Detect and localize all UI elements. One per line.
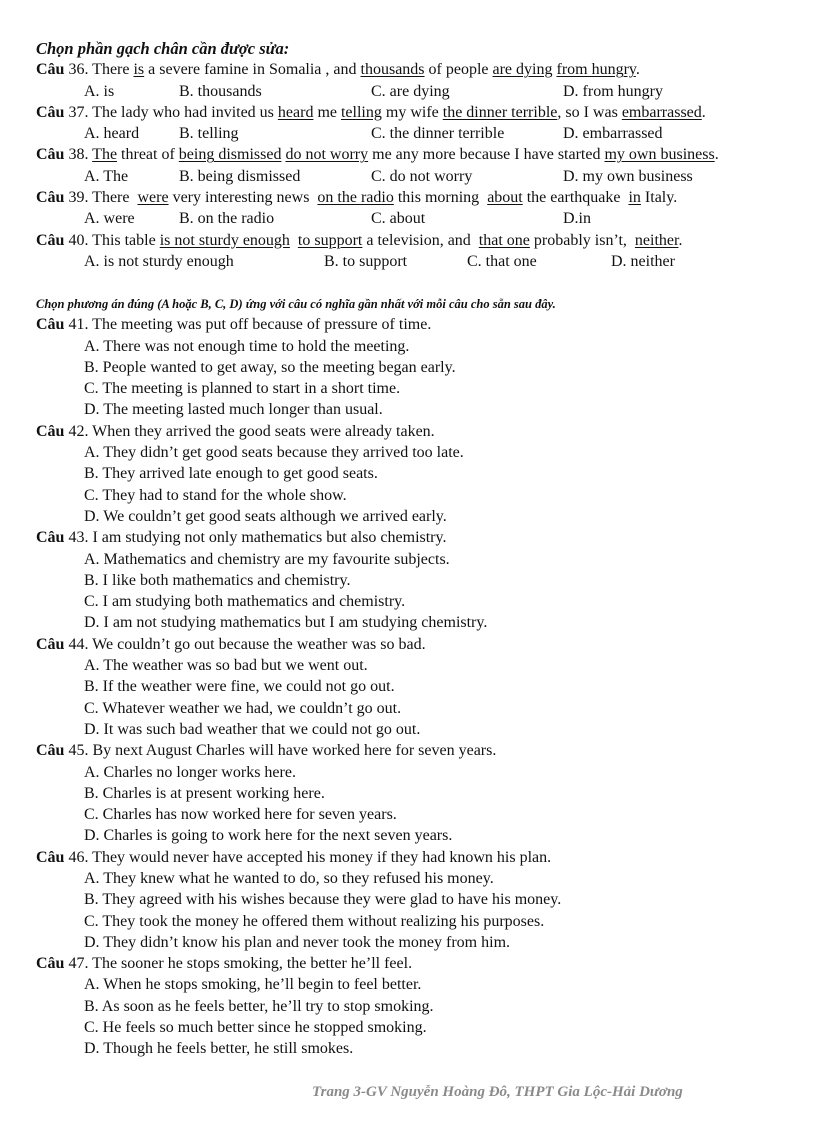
question-number: 41.	[68, 316, 89, 334]
underlined-segment: that one	[478, 231, 530, 249]
question-number: 47.	[68, 955, 89, 973]
text-segment: .	[701, 103, 706, 121]
option-a[interactable]: A. heard	[84, 125, 140, 143]
question-label: Câu	[36, 955, 65, 973]
question-stem	[36, 102, 796, 123]
section2-questions	[36, 314, 796, 1059]
underlined-segment: do not worry	[285, 146, 369, 164]
answer-option-c[interactable]: C. They had to stand for the whole show.	[84, 486, 347, 504]
answer-option-d[interactable]: D. We couldn’t get good seats although we arrived early.	[84, 507, 447, 525]
option-c[interactable]: C. about	[371, 210, 426, 228]
underlined-segment: embarrassed	[621, 103, 702, 121]
question-stem	[36, 230, 796, 251]
option-d[interactable]: D. neither	[611, 252, 675, 270]
text-segment: probably isn’t,	[529, 231, 635, 249]
answer-option-b[interactable]: B. They arrived late enough to get good seats.	[84, 465, 378, 483]
question-number: 43.	[68, 529, 89, 547]
question-number: 39.	[68, 189, 89, 207]
underlined-segment: The	[92, 146, 118, 164]
question-number: 37.	[68, 103, 89, 121]
text-segment	[290, 232, 298, 249]
question-stem	[36, 527, 796, 548]
option-b[interactable]: B. being dismissed	[179, 167, 301, 185]
question-label: Câu	[36, 189, 65, 207]
underlined-segment: thousands	[360, 61, 425, 79]
question-text: By next August Charles will have worked here for seven years.	[88, 742, 497, 760]
answer-option-c[interactable]: C. I am studying both mathematics and chemistry.	[84, 593, 406, 611]
question-stem	[36, 314, 796, 335]
answer-option-d[interactable]: D. Charles is going to work here for the next seven years.	[84, 827, 453, 845]
text-segment: The lady who had invited us	[88, 103, 278, 121]
answer-option-a[interactable]: A. They knew what he wanted to do, so they refused his money.	[84, 869, 494, 887]
answer-option-d[interactable]: D. They didn’t know his plan and never took the money from him.	[84, 933, 511, 951]
underlined-segment: were	[137, 189, 169, 207]
question-text: When they arrived the good seats were already taken.	[88, 422, 435, 440]
page-footer: Trang 3-GV Nguyễn Hoàng Đô, THPT Gia Lộc-Hải Dương	[312, 1084, 683, 1100]
question-label: Câu	[36, 61, 65, 79]
section2-title: Chọn phương án đúng (A hoặc B, C, D) ứng với câu có nghĩa gần nhất với mỗi câu cho sẵn sau đây.	[36, 297, 556, 312]
option-d[interactable]: D. from hungry	[563, 82, 663, 100]
text-segment: threat of	[117, 146, 179, 164]
answer-option-c[interactable]: C. He feels so much better since he stopped smoking.	[84, 1019, 427, 1037]
answer-option-a[interactable]: A. Charles no longer works here.	[84, 763, 296, 781]
text-segment: .	[678, 231, 683, 249]
question-stem	[36, 421, 796, 442]
answer-option-b[interactable]: B. People wanted to get away, so the meeting began early.	[84, 358, 456, 376]
answer-option-a[interactable]: A. The weather was so bad but we went out.	[84, 657, 368, 675]
option-b[interactable]: B. telling	[179, 125, 239, 143]
text-segment: .	[635, 61, 640, 79]
question-text: We couldn’t go out because the weather was so bad.	[88, 635, 426, 653]
options-row	[36, 166, 796, 187]
question-number: 42.	[68, 422, 89, 440]
question-label: Câu	[36, 848, 65, 866]
text-segment: very interesting news	[168, 189, 318, 207]
question-label: Câu	[36, 635, 65, 653]
answer-option-c[interactable]: C. They took the money he offered them without realizing his purposes.	[84, 912, 545, 930]
answer-option-a[interactable]: A. There was not enough time to hold the meeting.	[84, 337, 410, 355]
question-label: Câu	[36, 422, 65, 440]
question-number: 46.	[68, 848, 89, 866]
question-text: I am studying not only mathematics but also chemistry.	[88, 529, 447, 547]
underlined-segment: are dying	[492, 61, 553, 79]
answer-option-b[interactable]: B. If the weather were fine, we could not go out.	[84, 678, 395, 696]
section1-questions	[36, 59, 796, 272]
question-label: Câu	[36, 316, 65, 334]
text-segment: There	[88, 61, 134, 79]
text-segment: this morning	[393, 189, 488, 207]
answer-option-b[interactable]: B. I like both mathematics and chemistry.	[84, 571, 351, 589]
question-label: Câu	[36, 742, 65, 760]
option-a[interactable]: A. is	[84, 82, 115, 100]
underlined-segment: being dismissed	[178, 146, 282, 164]
option-a[interactable]: A. The	[84, 167, 129, 185]
underlined-segment: heard	[277, 103, 314, 121]
question-stem	[36, 187, 796, 208]
exam-page	[36, 38, 796, 1060]
question-text: The sooner he stops smoking, the better he’ll feel.	[88, 955, 413, 973]
option-b[interactable]: B. to support	[324, 252, 408, 270]
answer-option-d[interactable]: D. The meeting lasted much longer than usual.	[84, 401, 383, 419]
option-a[interactable]: A. were	[84, 210, 135, 228]
question-label: Câu	[36, 529, 65, 547]
text-segment: a television, and	[362, 231, 479, 249]
option-d[interactable]: D.in	[563, 210, 591, 228]
text-segment: , so I was	[557, 103, 622, 121]
question-number: 38.	[68, 146, 89, 164]
question-number: 36.	[68, 61, 89, 79]
answer-option-c[interactable]: C. The meeting is planned to start in a short time.	[84, 380, 401, 398]
underlined-segment: on the radio	[317, 189, 394, 207]
question-stem	[36, 144, 796, 165]
option-c[interactable]: C. are dying	[371, 82, 450, 100]
question-stem	[36, 59, 796, 80]
options-row	[36, 208, 796, 229]
answer-option-d[interactable]: D. Though he feels better, he still smokes.	[84, 1040, 354, 1058]
text-segment: me any more because I have started	[368, 146, 605, 164]
text-segment: me	[313, 103, 341, 121]
underlined-segment: is	[133, 61, 145, 79]
question-number: 44.	[68, 635, 89, 653]
option-d[interactable]: D. my own business	[563, 167, 693, 185]
question-stem	[36, 953, 796, 974]
options-row	[36, 81, 796, 102]
answer-option-a[interactable]: A. When he stops smoking, he’ll begin to feel better.	[84, 976, 422, 994]
answer-option-a[interactable]: A. They didn’t get good seats because they arrived too late.	[84, 444, 464, 462]
options-row	[36, 123, 796, 144]
answer-option-a[interactable]: A. Mathematics and chemistry are my favourite subjects.	[84, 550, 450, 568]
text-segment: Italy.	[640, 189, 678, 207]
question-number: 45.	[68, 742, 89, 760]
option-b[interactable]: B. thousands	[179, 82, 262, 100]
options-row	[36, 251, 796, 272]
option-a[interactable]: A. is not sturdy enough	[84, 252, 234, 270]
question-stem	[36, 740, 796, 761]
underlined-segment: is not sturdy enough	[159, 231, 290, 249]
text-segment: my wife	[381, 103, 443, 121]
answer-option-d[interactable]: D. It was such bad weather that we could not go out.	[84, 720, 421, 738]
text-segment: .	[714, 146, 719, 164]
option-c[interactable]: C. the dinner terrible	[371, 125, 505, 143]
answer-option-b[interactable]: B. As soon as he feels better, he’ll try to stop smoking.	[84, 997, 434, 1015]
answer-option-b[interactable]: B. Charles is at present working here.	[84, 784, 325, 802]
question-text: The meeting was put off because of pressure of time.	[88, 316, 432, 334]
question-stem	[36, 634, 796, 655]
answer-option-b[interactable]: B. They agreed with his wishes because they were glad to have his money.	[84, 891, 562, 909]
text-segment: the earthquake	[522, 189, 629, 207]
underlined-segment: my own business	[604, 146, 715, 164]
underlined-segment: in	[628, 189, 641, 207]
section1-title: Chọn phần gạch chân cần được sửa:	[36, 39, 290, 58]
option-d[interactable]: D. embarrassed	[563, 125, 663, 143]
text-segment: of people	[424, 61, 493, 79]
option-c[interactable]: C. that one	[467, 252, 537, 270]
question-label: Câu	[36, 103, 65, 121]
answer-option-c[interactable]: C. Charles has now worked here for seven years.	[84, 806, 397, 824]
option-c[interactable]: C. do not worry	[371, 167, 473, 185]
underlined-segment: to support	[297, 231, 363, 249]
question-number: 40.	[68, 231, 89, 249]
answer-option-d[interactable]: D. I am not studying mathematics but I am studying chemistry.	[84, 614, 488, 632]
text-segment: a severe famine in Somalia , and	[144, 61, 361, 79]
option-b[interactable]: B. on the radio	[179, 210, 275, 228]
underlined-segment: from hungry	[556, 61, 636, 79]
text-segment: This table	[88, 231, 160, 249]
question-label: Câu	[36, 146, 65, 164]
underlined-segment: telling	[340, 103, 382, 121]
underlined-segment: neither	[634, 231, 679, 249]
question-text: They would never have accepted his money if they had known his plan.	[88, 848, 552, 866]
text-segment: There	[88, 189, 138, 207]
underlined-segment: about	[487, 189, 523, 207]
question-stem	[36, 847, 796, 868]
answer-option-c[interactable]: C. Whatever weather we had, we couldn’t go out.	[84, 699, 402, 717]
question-label: Câu	[36, 231, 65, 249]
underlined-segment: the dinner terrible	[442, 103, 558, 121]
